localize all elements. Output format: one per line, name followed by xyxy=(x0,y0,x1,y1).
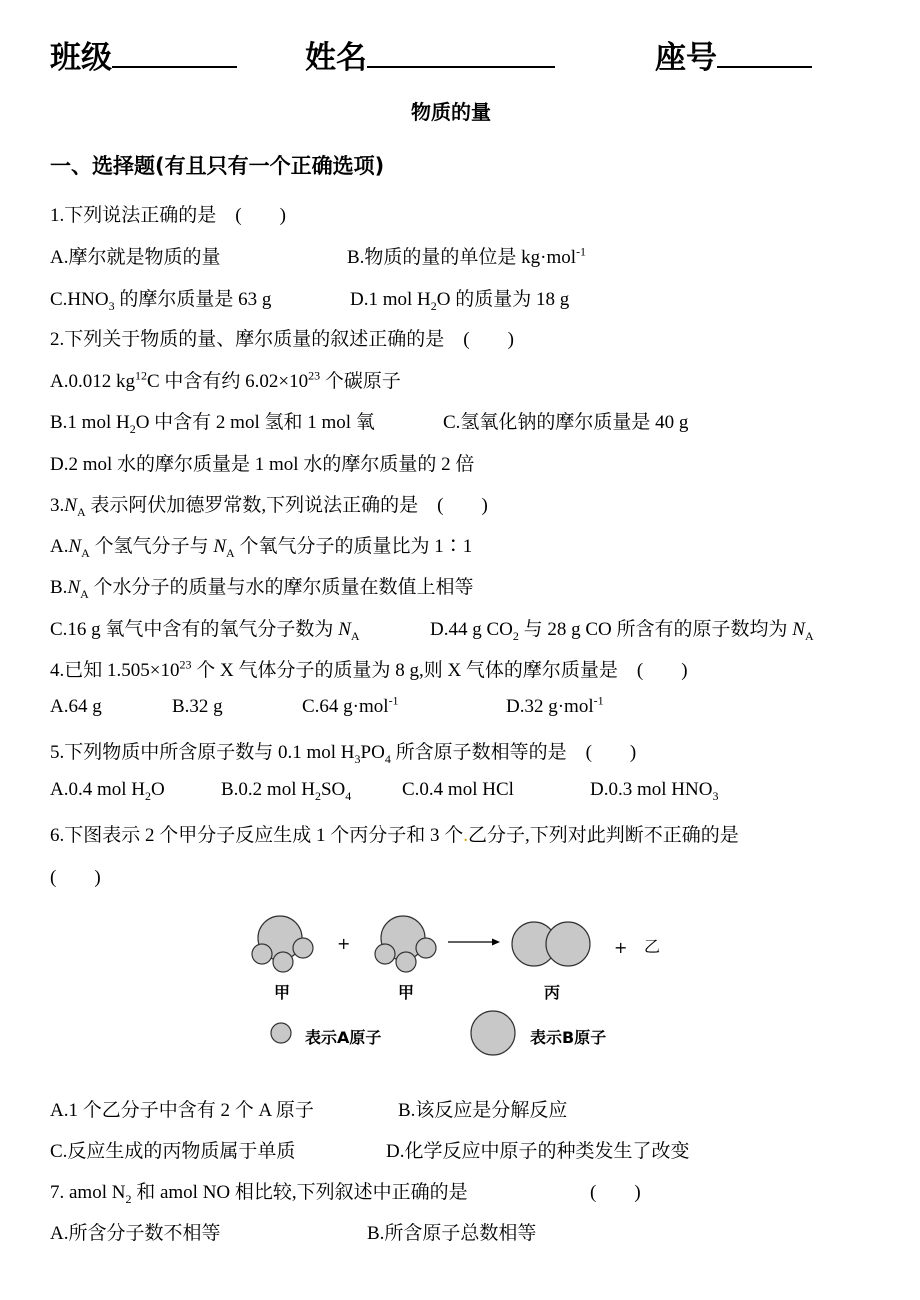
jia1-atom-a-right xyxy=(293,938,313,958)
q1-stem: 1.下列说法正确的是 ( ) xyxy=(50,205,286,226)
reaction-diagram-svg xyxy=(230,900,710,1070)
q7-stem: 7. amol $N_2$ 和 amol NO 相比较,下列叙述中正确的是 xyxy=(50,1182,468,1206)
q5-option-d: D.0.3 mol $HNO_3$ xyxy=(590,779,719,803)
q5-option-a: A.0.4 mol $H_2O$ xyxy=(50,779,165,803)
legend-a-label: 表示A原子 xyxy=(305,1028,382,1047)
q3-option-b: $B.N_A$ 个水分子的质量与水的摩尔质量在数值上相等 xyxy=(50,577,474,601)
seat-blank[interactable] xyxy=(717,36,812,68)
name-field xyxy=(305,32,555,77)
q1-option-d: D.1 mol $H_2O$ 的质量为 18 g xyxy=(350,289,570,313)
q6-paren: ( ) xyxy=(50,867,101,888)
q7-paren: ( ) xyxy=(590,1182,641,1203)
q5-stem: 5.下列物质中所含原子数与 0.1 mol $H_3PO_4$ 所含原子数相等的是 ( ) xyxy=(50,742,637,766)
seat-field xyxy=(655,32,812,77)
q1-option-c: $C.HNO_3$ 的摩尔质量是 63 g xyxy=(50,289,272,313)
q5-option-c: C.0.4 mol HCl xyxy=(402,779,514,800)
legend-b-label: 表示B原子 xyxy=(530,1028,607,1047)
q2-option-a: A.0.012 $kg^{12}C$ 中含有约 $6.02\times 10^{23}$ 个碳原子 xyxy=(50,368,401,392)
q1-option-a: A.摩尔就是物质的量 xyxy=(50,247,221,268)
stray-mark: . xyxy=(463,825,469,846)
q3-stem: $3.N_A$ 表示阿伏加德罗常数,下列说法正确的是 ( ) xyxy=(50,495,488,519)
jia1-atom-a-bottom xyxy=(273,952,293,972)
q4-option-d: D.32 g·mol$^{-1}$ xyxy=(506,693,604,717)
jia2-atom-a-bottom xyxy=(396,952,416,972)
jia2-atom-a-right xyxy=(416,938,436,958)
plus-sign-2: + xyxy=(614,938,628,957)
q7-option-a: A.所含分子数不相等 xyxy=(50,1223,221,1244)
reaction-arrow-head xyxy=(492,939,500,946)
molecule-jia-label-1: 甲 xyxy=(274,983,291,1002)
legend-atom-a xyxy=(271,1023,291,1043)
jia2-atom-a-left xyxy=(375,944,395,964)
seat-label: 座号 xyxy=(655,40,717,76)
name-blank[interactable] xyxy=(367,36,555,68)
product-yi-label: 乙 xyxy=(644,937,661,956)
q4-stem: 4.已知 $1.505\times 10^{23}$ 个 X 气体分子的质量为 8 g,则 X 气体的摩尔质量是 ( ) xyxy=(50,657,688,681)
bing-atom-b-right xyxy=(546,922,590,966)
q2-option-c: C.氢氧化钠的摩尔质量是 40 g xyxy=(443,412,689,433)
q4-option-a: A.64 g xyxy=(50,696,102,717)
q2-option-b: B.1 mol $H_2O$ 中含有 2 mol 氢和 1 mol 氧 xyxy=(50,412,375,436)
plus-sign-1: + xyxy=(337,934,351,953)
q6-option-c: C.反应生成的丙物质属于单质 xyxy=(50,1141,296,1162)
section-title: 一、选择题(有且只有一个正确选项) xyxy=(50,154,385,178)
class-blank[interactable] xyxy=(112,36,237,68)
q5-option-b: B.0.2 mol $H_2SO_4$ xyxy=(221,779,352,803)
class-field xyxy=(50,32,237,77)
q6-option-a: A.1 个乙分子中含有 2 个 A 原子 xyxy=(50,1100,314,1121)
reaction-diagram xyxy=(230,900,710,1070)
q6-option-d: D.化学反应中原子的种类发生了改变 xyxy=(386,1141,690,1162)
molecule-jia-label-2: 甲 xyxy=(398,983,415,1002)
q3-option-a: $A.N_A$ 个氢气分子与 $N_A$ 个氧气分子的质量比为 1∶1 xyxy=(50,536,473,560)
q7-option-b: B.所含原子总数相等 xyxy=(367,1223,537,1244)
jia1-atom-a-left xyxy=(252,944,272,964)
class-label: 班级 xyxy=(50,40,112,76)
q3-option-d: D.44 g $CO_2$ 与 28 g CO 所含有的原子数均为 $N_A$ xyxy=(430,619,814,643)
page-title: 物质的量 xyxy=(411,100,491,124)
q3-option-c: C.16 g 氧气中含有的氧气分子数为 $N_A$ xyxy=(50,619,360,643)
q6-stem: 6.下图表示 2 个甲分子反应生成 1 个丙分子和 3 个.乙分子,下列对此判断不正确的是 xyxy=(50,825,739,846)
legend-atom-b xyxy=(471,1011,515,1055)
q2-option-d: D.2 mol 水的摩尔质量是 1 mol 水的摩尔质量的 2 倍 xyxy=(50,454,475,475)
molecule-bing-label: 丙 xyxy=(544,983,561,1002)
name-label: 姓名 xyxy=(305,40,367,76)
q1-option-b: B.物质的量的单位是 kg·mol$^{-1}$ xyxy=(347,244,587,268)
q2-stem: 2.下列关于物质的量、摩尔质量的叙述正确的是 ( ) xyxy=(50,329,514,350)
q6-option-b: B.该反应是分解反应 xyxy=(398,1100,568,1121)
q4-option-c: C.64 g·mol$^{-1}$ xyxy=(302,693,399,717)
q4-option-b: B.32 g xyxy=(172,696,223,717)
